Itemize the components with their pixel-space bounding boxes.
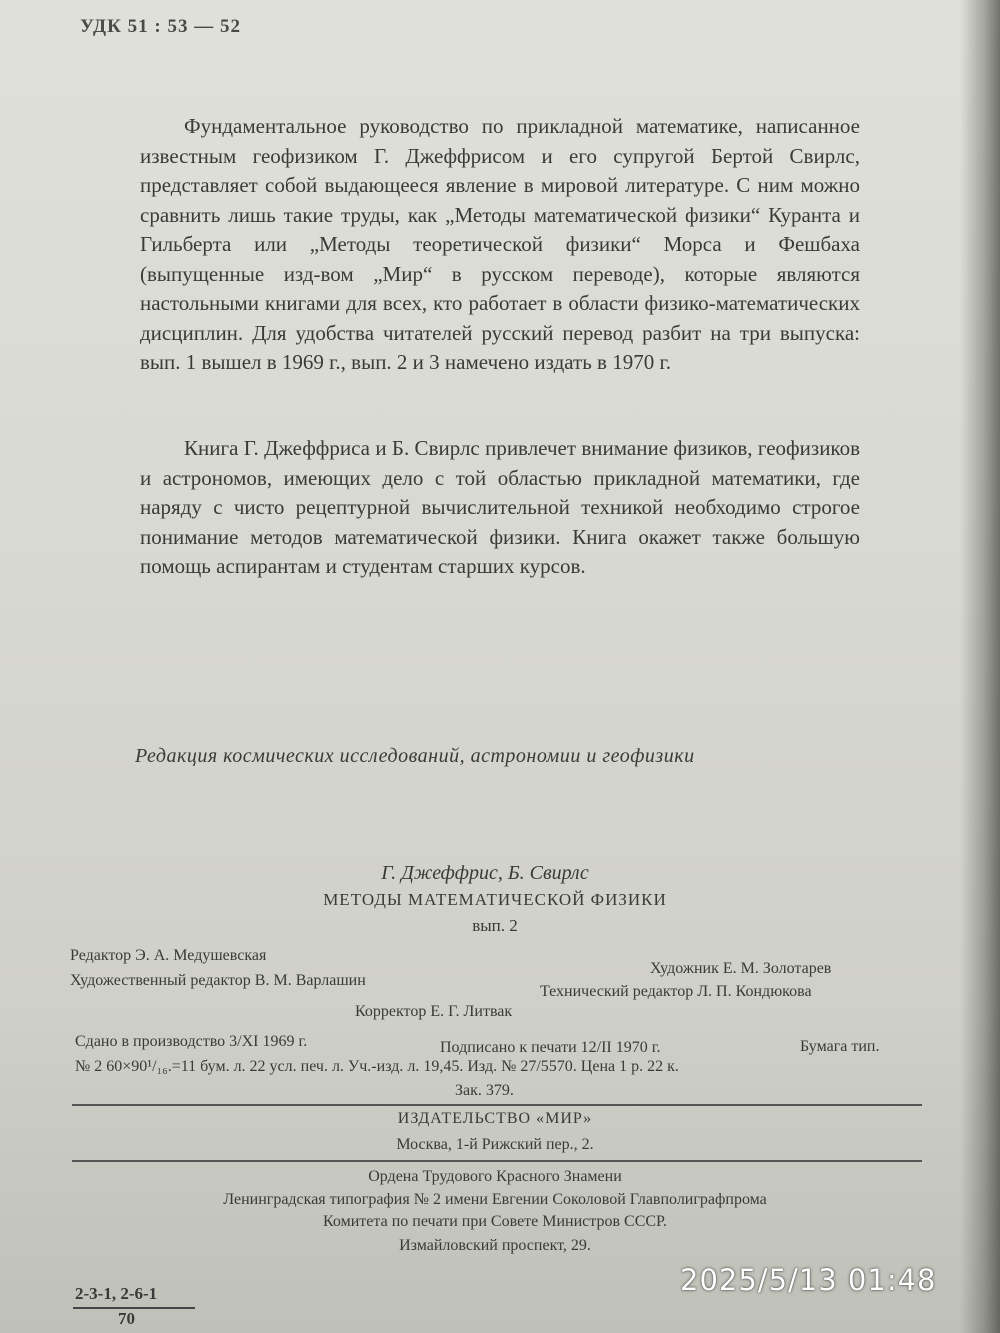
publisher-address: Москва, 1-й Рижский пер., 2.	[396, 1136, 594, 1153]
page-edge-shadow	[960, 0, 1000, 1333]
printer-line-3: Комитета по печати при Совете Министров СССР.	[323, 1213, 667, 1230]
artist-credit: Художник Е. М. Золотарев	[650, 960, 832, 977]
colophon-title: МЕТОДЫ МАТЕМАТИЧЕСКОЙ ФИЗИКИ	[323, 890, 667, 909]
annotation-text-1: Фундаментальное руководство по прикладной математике, написанное известным геофизиком Г. Джеффрисом и его супругой Бертой Свирлс, представляет собой выдающееся явление в мировой литературе. С ним можно сравнить лишь такие труды, как „Методы математической физики“ Куранта и Гильберта или „Методы теоретической физики“ Морса и Фешбаха (выпущенные изд-вом „Мир“ в русском переводе), которые являются настольными книгами для всех, кто работает в области физико-математических дисциплин. Для удобства читателей русский перевод разбит на три выпуска: вып. 1 вышел в 1969 г., вып. 2 и 3 намечено издать в 1970 г.	[140, 114, 860, 374]
edition-office: Редакция космических исследований, астрономии и геофизики	[135, 745, 695, 767]
photo-timestamp: 2025/5/13 01:48	[680, 1263, 937, 1297]
annotation-paragraph-2	[140, 434, 860, 582]
order-number: Зак. 379.	[455, 1082, 514, 1099]
annotation-text-2: Книга Г. Джеффриса и Б. Свирлс привлечет внимание физиков, геофизиков и астрономов, имеющих дело с той областью прикладной математики, где наряду с чисто рецептурной вычислительной техникой необходимо строгое понимание методов математической физики. Книга окажет также большую помощь аспирантам и студентам старших курсов.	[140, 436, 860, 578]
catalog-number: 70	[118, 1309, 135, 1328]
production-date: Сдано в производство 3/XI 1969 г.	[75, 1033, 308, 1050]
tech-editor-credit: Технический редактор Л. П. Кондюкова	[540, 983, 812, 1000]
colophon-issue: вып. 2	[472, 916, 518, 935]
paper-type: Бумага тип.	[800, 1038, 880, 1055]
printer-line-4: Измайловский проспект, 29.	[399, 1237, 591, 1254]
udk-code: УДК 51 : 53 — 52	[80, 16, 241, 37]
catalog-code: 2-3-1, 2-6-1	[75, 1284, 158, 1303]
printer-line-2: Ленинградская типография № 2 имени Евгении Соколовой Главполиграфпрома	[223, 1191, 767, 1208]
signed-date: Подписано к печати 12/II 1970 г.	[440, 1039, 661, 1056]
editor-credit: Редактор Э. А. Медушевская	[70, 947, 267, 964]
annotation-paragraph-1	[140, 112, 860, 378]
colophon-authors: Г. Джеффрис, Б. Свирлс	[381, 862, 589, 884]
colophon-divider-top	[72, 1104, 922, 1106]
proofreader-credit: Корректор Е. Г. Литвак	[355, 1003, 513, 1020]
publisher-name: ИЗДАТЕЛЬСТВО «МИР»	[397, 1110, 593, 1127]
printer-line-1: Ордена Трудового Красного Знамени	[368, 1168, 622, 1185]
art-editor-credit: Художественный редактор В. М. Варлашин	[70, 972, 366, 989]
print-specs: № 2 60×90¹/₁₆.=11 бум. л. 22 усл. печ. л. Уч.-изд. л. 19,45. Изд. № 27/5570. Цена 1 р. 22 к.	[75, 1058, 679, 1075]
colophon-divider-bottom	[72, 1160, 922, 1162]
